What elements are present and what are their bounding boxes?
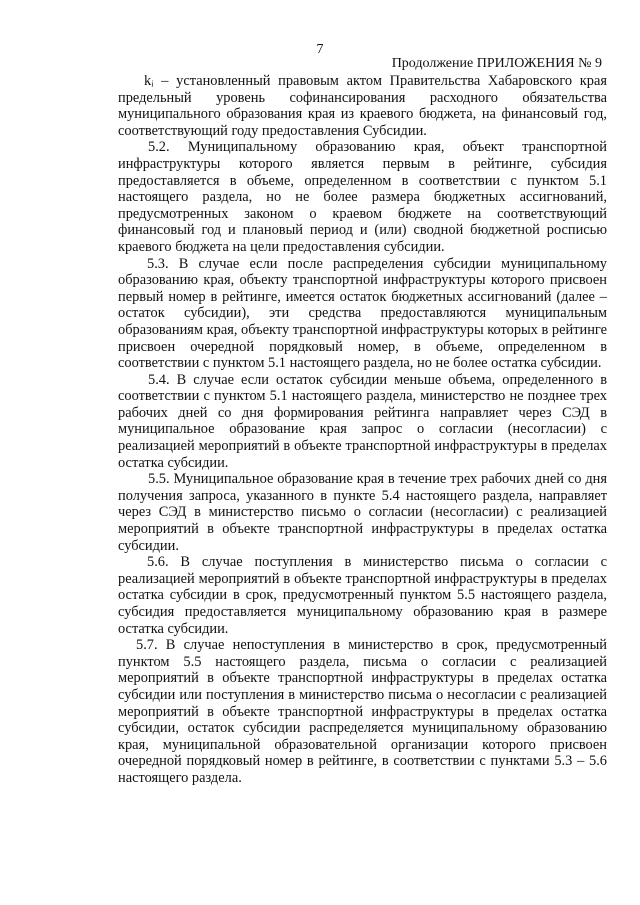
page-number: 7 (316, 42, 324, 57)
paragraph-5-6: 5.6. В случае поступления в министерство письма о согласии с реализацией мероприятий в объекте транспортной инфраструктуры в пределах остатка субсидии в срок, предусмотренный пунктом 5.5 настоящего раздела, субсидия предоставляется муниципальному образованию края в размере остатка субсидии. (118, 554, 607, 637)
appendix-continuation-header: Продолжение ПРИЛОЖЕНИЯ № 9 (391, 56, 602, 71)
paragraph-5-3: 5.3. В случае если после распределения субсидии муниципальному образованию края, объекту транспортной инфраструктуры которого присвоен первый номер в рейтинге, имеется остаток бюджетных ассигнований (далее – остаток субсидии), эти средства предоставляются муниципальным образованиям края, объекту транспортной инфраструктуры которых в рейтинге присвоен очередной порядковый номер, в объеме, определенном в соответствии с пунктом 5.1 настоящего раздела, но не более остатка субсидии. (118, 255, 607, 372)
document-body (118, 73, 607, 787)
paragraph-5-4: 5.4. В случае если остаток субсидии меньше объема, определенного в соответствии с пунктом 5.1 настоящего раздела, министерство не позднее трех рабочих дней со дня формирования рейтинга направляет через СЭД в муниципальное образование края запрос о согласии (несогласии) с реализацией мероприятий в объекте транспортной инфраструктуры в пределах остатка субсидии. (118, 371, 607, 471)
paragraph-5-2: 5.2. Муниципальному образованию края, объект транспортной инфраструктуры которого является первым в рейтинге, субсидия предоставляется в объеме, определенном в соответствии с пунктом 5.1 настоящего раздела, но не более размера бюджетных ассигнований, предусмотренных законом о краевом бюджете на соответствующий финансовый год и плановый период и (или) сводной бюджетной росписью краевого бюджета на цели предоставления субсидии. (118, 139, 607, 255)
paragraph-ki-definition: kᵢ – установленный правовым актом Правительства Хабаровского края предельный уровень софинансирования расходного обязательства муниципального образования края из краевого бюджета, на финансовый год, соответствующий году предоставления Субсидии. (118, 73, 607, 139)
paragraph-5-5: 5.5. Муниципальное образование края в течение трех рабочих дней со дня получения запроса, указанного в пункте 5.4 настоящего раздела, направляет через СЭД в министерство письмо о согласии (несогласии) с реализацией мероприятий в объекте транспортной инфраструктуры в пределах остатка субсидии. (118, 471, 607, 554)
paragraph-5-7: 5.7. В случае непоступления в министерство в срок, предусмотренный пунктом 5.5 настоящего раздела, письма о согласии с реализацией мероприятий в объекте транспортной инфраструктуры в пределах остатка субсидии или поступления в министерство письма о несогласии с реализацией мероприятий в объекте транспортной инфраструктуры в пределах остатка субсидии, остаток субсидии распределяется муниципальному образованию края, муниципальной образовательной организации которого присвоен очередной порядковый номер в рейтинге, в соответствии с пунктами 5.3 – 5.6 настоящего раздела. (118, 637, 607, 786)
